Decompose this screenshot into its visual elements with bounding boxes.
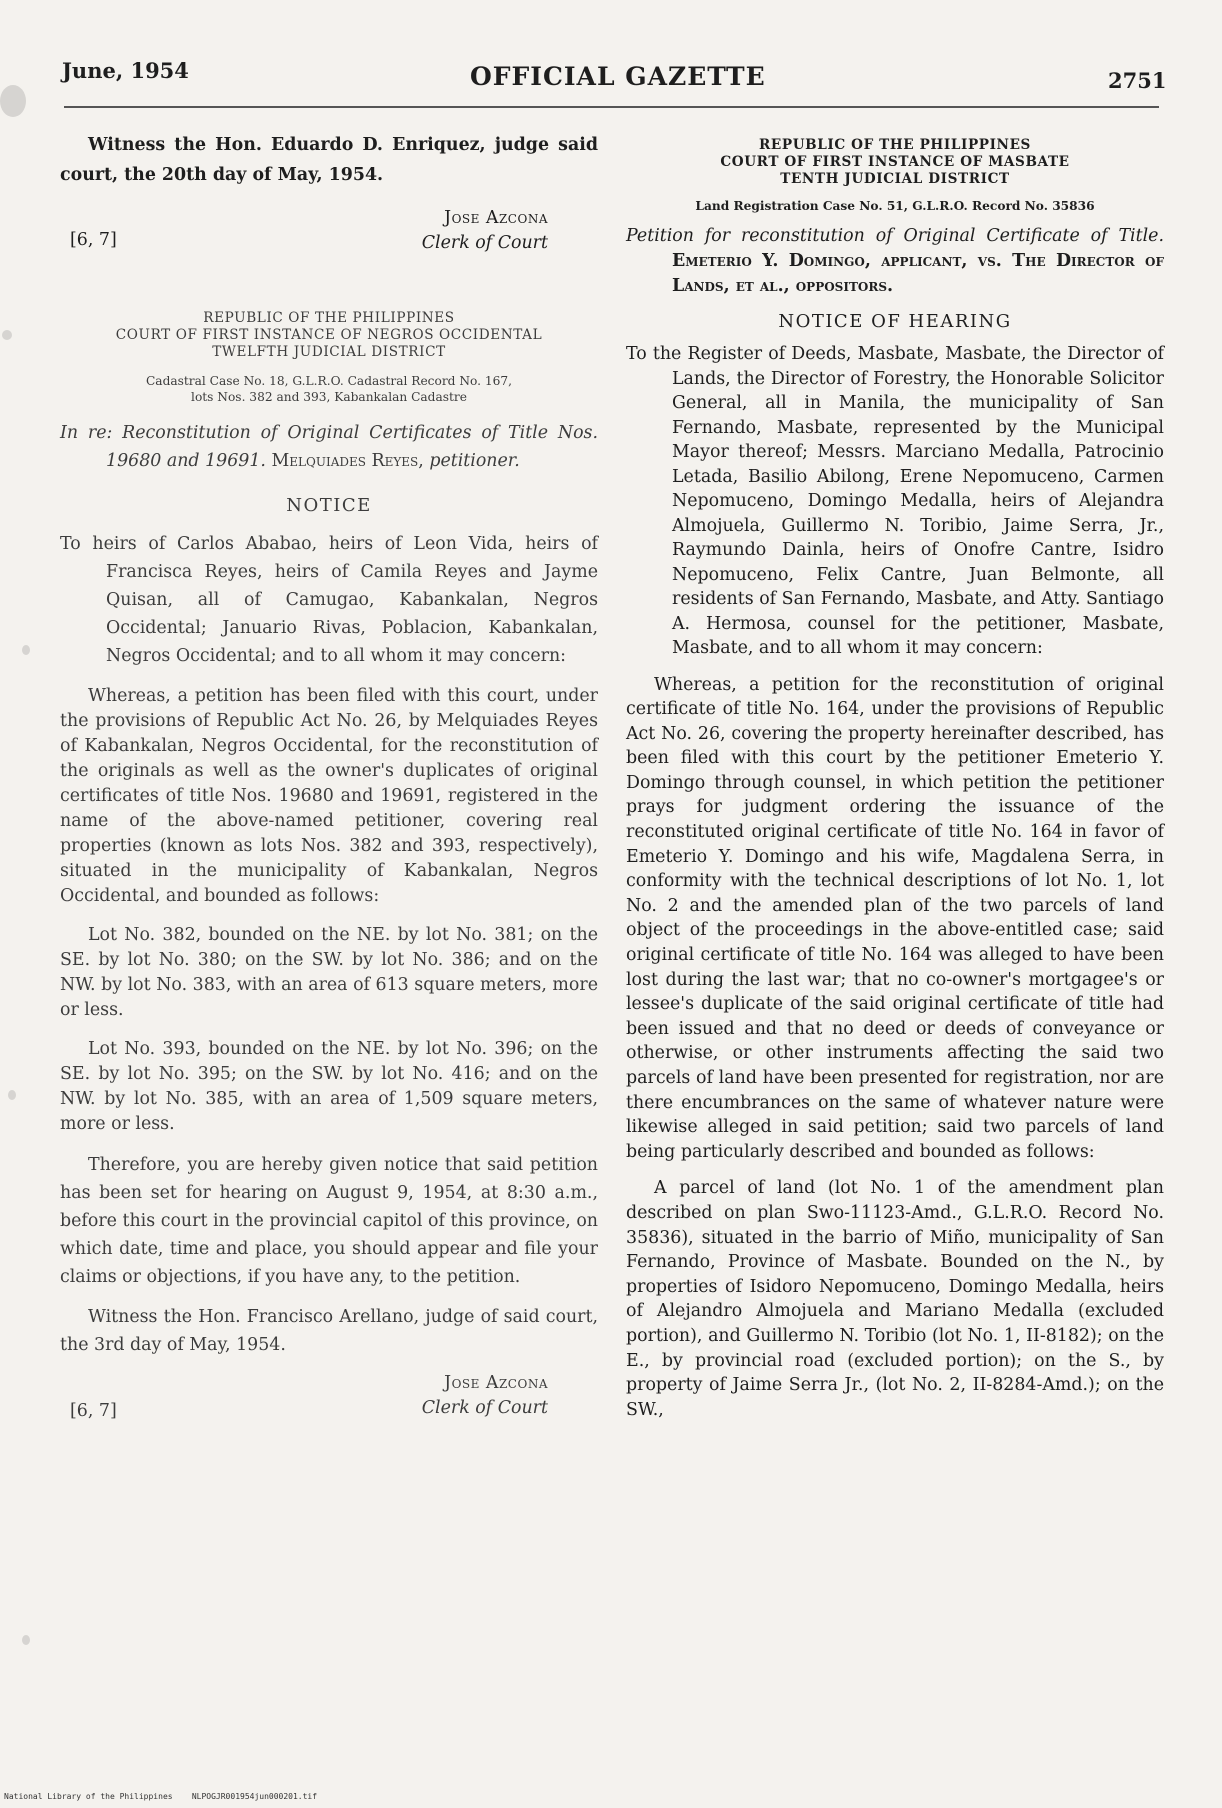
case-title-italic: In re: Reconstitution of Original Certificates of Title Nos. 19680 and 19691.	[60, 423, 598, 471]
issue-reference: [6, 7]	[70, 1401, 117, 1421]
body-paragraph: Whereas, a petition for the reconstitution of original certificate of title No. 164, under the provisions of Republic Act No. 26, covering the property hereinafter described, has been filed with this court by the petitioner Emeterio Y. Domingo through counsel, in which petition the petitioner prays for judgment ordering the issuance of the reconstituted original certificate of title No. 164 in favor of Emeterio Y. Domingo and his wife, Magdalena Serra, in conformity with the technical descriptions of lot No. 1, lot No. 2 and the amended plan of the two parcels of land object of the proceedings in the above-entitled case; said original certificate of title No. 164 was alleged to have been lost during the last war; that no co-owner's mortgagee's or lessee's duplicate of the said original certificate of title had been issued and that no deed or deeds of conveyance or otherwise, or other instruments affecting the said two parcels of land have been presented for registration, nor are there encumbrances on the same of whatever nature were likewise alleged in said petition; said two parcels of land being particularly described and bounded as follows:	[626, 674, 1164, 1162]
notice-negros	[60, 310, 598, 1433]
addressees: To the Register of Deeds, Masbate, Masbate, the Director of Lands, the Director of Forestry, the Honorable Solicitor General, all in Manila, the municipality of San Fernando, Masbate, represented by the Municipal Mayor thereof; Messrs. Marciano Medalla, Patrocinio Letada, Basilio Abilong, Erene Nepomuceno, Carmen Nepomuceno, Domingo Medalla, heirs of Alejandra Almojuela, Guillermo N. Toribio, Jaime Serra, Jr., Raymundo Dainla, heirs of Onofre Cantre, Isidro Nepomuceno, Felix Cantre, Juan Belmonte, all residents of San Fernando, Masbate, and Atty. Santiago A. Hermosa, counsel for the petitioner, Masbate, Masbate, and to all whom it may concern:	[626, 344, 1164, 658]
case-title	[626, 224, 1164, 299]
signatory-title: Clerk of Court	[421, 233, 548, 253]
notice-title: NOTICE OF HEARING	[778, 311, 1012, 332]
case-line: Cadastral Case No. 18, G.L.R.O. Cadastral Record No. 167,	[145, 374, 513, 388]
body-paragraph: Therefore, you are hereby given notice that said petition has been set for hearing on August 9, 1954, at 8:30 a.m., before this court in the provincial capitol of this province, on which date, time and place, you should appear and file your claims or objections, if you have any, to the petition.	[60, 1155, 598, 1287]
court-line: REPUBLIC OF THE PHILIPPINES	[203, 310, 455, 326]
ink-smudge	[22, 645, 30, 655]
case-title-italic: Petition for reconstitution of Original Certificate of Title.	[626, 226, 1164, 246]
petitioner-role: petitioner.	[429, 451, 520, 471]
left-column	[60, 130, 598, 1433]
right-column	[626, 137, 1164, 1422]
case-line: lots Nos. 382 and 393, Kabankalan Cadastre	[191, 390, 467, 404]
court-line: REPUBLIC OF THE PHILIPPINES	[759, 137, 1031, 153]
issue-reference: [6, 7]	[70, 230, 117, 250]
case-line: Land Registration Case No. 51, G.L.R.O. Record No. 35836	[695, 199, 1095, 213]
court-line: TENTH JUDICIAL DISTRICT	[780, 171, 1010, 187]
court-line: TWELFTH JUDICIAL DISTRICT	[212, 344, 446, 360]
signature-block	[60, 1371, 598, 1433]
witness-paragraph: Witness the Hon. Francisco Arellano, judge of said court, the 3rd day of May, 1954.	[60, 1307, 598, 1355]
signatory	[422, 206, 548, 256]
ink-smudge	[22, 1635, 30, 1645]
court-heading	[60, 310, 598, 361]
parties: Emeterio Y. Domingo, applicant, vs. The Director of Lands, et al., oppositors.	[672, 251, 1164, 296]
court-heading	[626, 137, 1164, 188]
signature-block	[60, 206, 598, 268]
court-line: COURT OF FIRST INSTANCE OF MASBATE	[720, 154, 1070, 170]
lot-description: Lot No. 382, bounded on the NE. by lot No. 381; on the SE. by lot No. 380; on the SW. by lot No. 386; and on the NW. by lot No. 383, with an area of 613 square meters, more or less.	[60, 925, 598, 1020]
page-number: 2751	[1108, 68, 1167, 93]
header-date: June, 1954	[62, 58, 189, 83]
signatory-name: Jose Azcona	[444, 208, 548, 228]
scan-footer: National Library of the Philippines NLPOGJR001954jun000201.tif	[4, 1792, 318, 1801]
ink-smudge	[0, 85, 26, 117]
court-line: COURT OF FIRST INSTANCE OF NEGROS OCCIDENTAL	[115, 327, 543, 343]
case-title	[60, 419, 598, 475]
ink-smudge	[8, 1090, 16, 1100]
header-rule	[64, 106, 1159, 108]
addressees: To heirs of Carlos Ababao, heirs of Leon Vida, heirs of Francisca Reyes, heirs of Camila Reyes and Jayme Quisan, all of Camugao, Kabankalan, Negros Occidental; Januario Rivas, Poblacion, Kabankalan, Negros Occidental; and to all whom it may concern:	[60, 534, 598, 666]
ink-smudge	[2, 330, 12, 340]
lot-description: A parcel of land (lot No. 1 of the amendment plan described on plan Swo-11123-Amd., G.L.R.O. Record No. 35836), situated in the barrio of Miño, municipality of San Fernando, Province of Masbate. Bounded on the N., by properties of Isidoro Nepomuceno, Domingo Medalla, heirs of Alejandro Almojuela and Mariano Medalla (excluded portion), and Guillermo N. Toribio (lot No. 1, II-8182); on the E., by provincial road (excluded portion); on the S., by property of Jaime Serra Jr., (lot No. 2, II-8284-Amd.); on the SW.,	[626, 1178, 1164, 1420]
witness-paragraph: Witness the Hon. Eduardo D. Enriquez, judge said court, the 20th day of May, 1954.	[60, 135, 598, 185]
signatory-title: Clerk of Court	[421, 1398, 548, 1418]
case-reference	[60, 373, 598, 405]
notice-title: NOTICE	[286, 495, 372, 516]
signatory-name: Jose Azcona	[444, 1373, 548, 1393]
lot-description: Lot No. 393, bounded on the NE. by lot No. 396; on the SE. by lot No. 395; on the SW. by lot No. 416; and on the NW. by lot No. 385, with an area of 1,509 square meters, more or less.	[60, 1039, 598, 1134]
body-paragraph: Whereas, a petition has been filed with this court, under the provisions of Republic Act No. 26, by Melquiades Reyes of Kabankalan, Negros Occidental, for the reconstitution of the originals as well as the owner's duplicates of original certificates of title Nos. 19680 and 19691, registered in the name of the above-named petitioner, covering real properties (known as lots Nos. 382 and 393, respectively), situated in the municipality of Kabankalan, Negros Occidental, and bounded as follows:	[60, 686, 598, 906]
petitioner-name: Melquiades Reyes,	[271, 451, 424, 471]
header-title: OFFICIAL GAZETTE	[470, 62, 766, 91]
signatory	[422, 1371, 548, 1421]
